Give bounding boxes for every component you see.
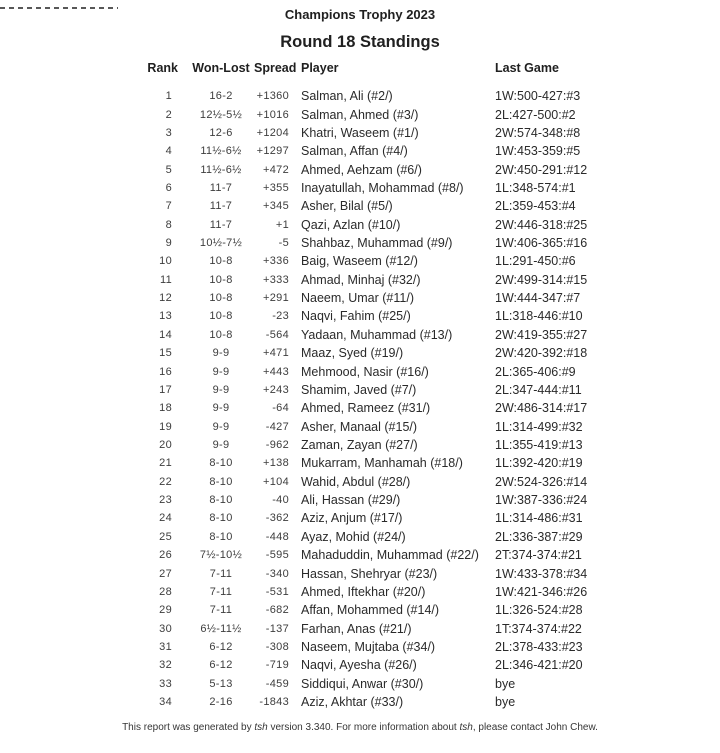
player-cell: Ahmed, Aehzam (#6/) [301,162,422,177]
won-lost-cell: 10½-7½ [199,237,243,250]
table-row [138,87,720,105]
won-lost-cell: 11-7 [209,218,233,231]
won-lost-cell: 11½-6½ [200,163,242,176]
rank-cell: 16 [159,365,172,378]
table-row [138,619,720,637]
won-lost-cell: 7-11 [209,585,233,598]
rank-cell: 3 [165,126,172,139]
won-lost-cell: 10-8 [209,255,233,268]
column-header-last-game: Last Game [495,61,559,75]
table-row [138,142,720,160]
rank-cell: 12 [159,292,172,305]
rank-cell: 25 [159,530,172,543]
spread-cell: +104 [263,475,289,488]
won-lost-cell: 10-8 [209,310,233,323]
last-game-cell: 2W:419-355:#27 [495,327,588,342]
spread-cell: +345 [263,200,289,213]
last-game-cell: 2L:427-500:#2 [495,107,576,122]
won-lost-cell: 6-12 [209,640,233,653]
won-lost-cell: 6-12 [209,659,233,672]
player-cell: Ayaz, Mohid (#24/) [301,529,406,544]
player-cell: Salman, Ali (#2/) [301,89,393,104]
table-row [138,473,720,491]
last-game-cell: 2W:486-314:#17 [495,401,588,416]
column-header-won-lost: Won-Lost [192,61,250,75]
player-cell: Mukarram, Manhamah (#18/) [301,456,463,471]
spread-cell: +243 [263,383,289,396]
column-header-player: Player [301,61,339,75]
player-cell: Ahmed, Rameez (#31/) [301,401,431,416]
clipped-text-artifact [0,7,118,9]
player-cell: Zaman, Zayan (#27/) [301,438,418,452]
spread-cell: -962 [265,439,289,451]
rank-cell: 2 [165,108,172,121]
spread-cell: -362 [265,512,289,525]
won-lost-cell: 10-8 [209,292,233,305]
won-lost-cell: 9-9 [212,439,230,451]
table-row [138,601,720,619]
last-game-cell: 2L:365-406:#9 [495,364,576,379]
rank-cell: 24 [159,512,172,525]
spread-cell: -719 [265,659,289,672]
won-lost-cell: 7-11 [209,604,233,617]
last-game-cell: 2W:446-318:#25 [495,217,588,232]
player-cell: Khatri, Waseem (#1/) [301,125,419,140]
player-cell: Asher, Manaal (#15/) [301,419,418,434]
spread-cell: -531 [265,585,289,598]
won-lost-cell: 16-2 [209,90,233,103]
rank-cell: 9 [165,237,172,250]
won-lost-cell: 12-6 [209,126,233,139]
rank-cell: 20 [159,439,172,451]
report-footer [0,722,720,734]
tsh-tool-name: tsh [254,722,268,734]
rank-cell: 19 [159,420,172,433]
won-lost-cell: 11½-6½ [200,145,242,158]
won-lost-cell: 9-9 [212,383,230,396]
table-row [138,271,720,289]
won-lost-cell: 9-9 [212,420,230,433]
rank-cell: 13 [159,310,172,323]
rank-cell: 18 [159,402,172,415]
player-cell: Naqvi, Fahim (#25/) [301,309,411,324]
spread-cell: +138 [263,457,289,470]
table-row [138,326,720,344]
table-row [138,417,720,435]
spread-cell: -308 [265,640,289,653]
won-lost-cell: 10-8 [209,273,233,286]
table-row [138,675,720,693]
rank-cell: 23 [159,494,172,507]
player-cell: Farhan, Anas (#21/) [301,621,412,636]
rank-cell: 27 [159,567,172,580]
player-cell: Wahid, Abdul (#28/) [301,474,411,489]
spread-cell: +1360 [256,90,289,103]
table-row [138,344,720,362]
table-row [138,289,720,307]
table-row [138,546,720,564]
tournament-title: Champions Trophy 2023 [284,7,436,22]
won-lost-cell: 8-10 [209,530,233,543]
last-game-cell: 2W:574-348:#8 [495,125,581,140]
spread-cell: +472 [263,163,289,176]
won-lost-cell: 6½-11½ [200,622,242,635]
table-row [138,528,720,546]
table-row [138,583,720,601]
last-game-cell: 1L:348-574:#1 [495,180,576,195]
last-game-cell: 1W:421-346:#26 [495,584,588,599]
rank-cell: 30 [159,622,172,635]
table-row [138,454,720,472]
footer-text: version 3.340. For more information about [267,722,460,734]
footer-text: , please contact John Chew. [472,722,598,734]
footer-text: This report was generated by [122,722,255,734]
won-lost-cell: 11-7 [209,181,233,194]
table-row [138,693,720,711]
last-game-cell: 1W:433-378:#34 [495,566,588,581]
column-header-spread: Spread [254,61,297,75]
won-lost-cell: 7-11 [209,567,233,580]
last-game-cell: 2W:524-326:#14 [495,474,588,489]
last-game-cell: 1W:387-336:#24 [495,493,588,508]
won-lost-cell: 7½-10½ [199,549,243,562]
table-body [138,87,720,711]
last-game-cell: 1W:453-359:#5 [495,144,581,159]
won-lost-cell: 9-9 [212,347,230,360]
table-header [138,61,720,87]
spread-cell: +471 [263,347,289,360]
last-game-cell: 1W:406-365:#16 [495,236,588,251]
last-game-cell: 2L:347-444:#11 [495,382,582,397]
spread-cell: -564 [265,328,289,341]
rank-cell: 6 [165,181,172,194]
spread-cell: +1016 [256,108,289,121]
spread-cell: +1 [275,218,289,231]
last-game-cell: 1L:326-524:#28 [495,603,583,618]
player-cell: Ahmad, Minhaj (#32/) [301,272,421,287]
rank-cell: 10 [159,255,172,268]
last-game-cell: 2W:450-291:#12 [495,162,588,177]
last-game-cell: 2W:499-314:#15 [495,272,588,287]
spread-cell: -5 [278,237,289,250]
last-game-cell: bye [495,676,516,691]
player-cell: Qazi, Azlan (#10/) [301,217,401,232]
table-row [138,105,720,123]
table-row [138,564,720,582]
player-cell: Affan, Mohammed (#14/) [301,603,440,618]
rank-cell: 32 [159,659,172,672]
rank-cell: 4 [165,145,172,158]
player-cell: Siddiqui, Anwar (#30/) [301,676,424,691]
spread-cell: +443 [263,365,289,378]
player-cell: Naeem, Umar (#11/) [301,291,414,306]
table-row [138,234,720,252]
won-lost-cell: 8-10 [209,512,233,525]
page-title: Round 18 Standings [280,33,440,51]
last-game-cell: bye [495,695,516,710]
player-cell: Maaz, Syed (#19/) [301,346,404,361]
last-game-cell: 1T:374-374:#22 [495,621,582,636]
rank-cell: 34 [159,696,172,709]
rank-cell: 17 [159,383,172,396]
won-lost-cell: 9-9 [212,402,230,415]
last-game-cell: 2L:378-433:#23 [495,639,583,654]
rank-cell: 7 [165,200,172,213]
rank-cell: 33 [159,677,172,690]
won-lost-cell: 12½-5½ [199,108,243,121]
table-row [138,381,720,399]
rank-cell: 1 [165,90,172,103]
won-lost-cell: 2-16 [209,696,233,709]
rank-cell: 11 [159,273,172,286]
last-game-cell: 1L:355-419:#13 [495,438,583,452]
spread-cell: -448 [265,530,289,543]
table-row [138,216,720,234]
last-game-cell: 1W:500-427:#3 [495,89,581,104]
player-cell: Mahaduddin, Muhammad (#22/) [301,548,479,563]
table-row [138,197,720,215]
rank-cell: 31 [159,640,172,653]
spread-cell: -137 [265,622,289,635]
last-game-cell: 2W:420-392:#18 [495,346,588,361]
last-game-cell: 1W:444-347:#7 [495,291,581,306]
won-lost-cell: 10-8 [209,328,233,341]
spread-cell: +291 [263,292,289,305]
player-cell: Mehmood, Nasir (#16/) [301,364,429,379]
player-cell: Naqvi, Ayesha (#26/) [301,658,417,673]
spread-cell: -427 [265,420,289,433]
table-header-row [138,61,720,87]
player-cell: Ahmed, Iftekhar (#20/) [301,584,426,599]
rank-cell: 28 [159,585,172,598]
last-game-cell: 1L:392-420:#19 [495,456,583,471]
table-row [138,362,720,380]
won-lost-cell: 8-10 [209,494,233,507]
player-cell: Shahbaz, Muhammad (#9/) [301,236,453,251]
won-lost-cell: 8-10 [209,475,233,488]
last-game-cell: 2L:336-387:#29 [495,529,583,544]
table-row [138,160,720,178]
last-game-cell: 2L:346-421:#20 [495,658,583,673]
last-game-cell: 1L:314-499:#32 [495,419,583,434]
player-cell: Naseem, Mujtaba (#34/) [301,639,436,654]
standings-table [138,61,720,711]
column-header-rank: Rank [147,61,178,75]
table-row [138,436,720,454]
spread-cell: +1297 [256,145,289,158]
spread-cell: -23 [272,310,289,323]
rank-cell: 26 [159,549,172,562]
spread-cell: +1204 [256,126,289,139]
tsh-tool-name: tsh [459,722,473,734]
table-row [138,124,720,142]
player-cell: Baig, Waseem (#12/) [301,254,418,269]
player-cell: Aziz, Anjum (#17/) [301,511,403,526]
table-row [138,509,720,527]
table-row [138,491,720,509]
player-cell: Hassan, Shehryar (#23/) [301,566,438,581]
rank-cell: 15 [159,347,172,360]
spread-cell: -40 [272,494,289,507]
won-lost-cell: 5-13 [209,677,233,690]
last-game-cell: 1L:291-450:#6 [495,254,576,269]
table-row [138,252,720,270]
last-game-cell: 1L:314-486:#31 [495,511,583,526]
player-cell: Shamim, Javed (#7/) [301,382,417,397]
spread-cell: +355 [263,181,289,194]
won-lost-cell: 11-7 [209,200,233,213]
table-row [138,307,720,325]
last-game-cell: 1L:318-446:#10 [495,309,583,324]
player-cell: Yadaan, Muhammad (#13/) [301,327,453,342]
last-game-cell: 2L:359-453:#4 [495,199,576,214]
spread-cell: -459 [265,677,289,690]
rank-cell: 22 [159,475,172,488]
rank-cell: 5 [165,163,172,176]
rank-cell: 14 [159,328,172,341]
player-cell: Asher, Bilal (#5/) [301,199,393,214]
spread-cell: -595 [265,549,289,562]
player-cell: Salman, Ahmed (#3/) [301,107,419,122]
player-cell: Ali, Hassan (#29/) [301,493,401,508]
rank-cell: 21 [159,457,172,470]
player-cell: Aziz, Akhtar (#33/) [301,695,404,710]
spread-cell: +336 [263,255,289,268]
spread-cell: -682 [265,604,289,617]
last-game-cell: 2T:374-374:#21 [495,548,582,563]
won-lost-cell: 9-9 [212,365,230,378]
table-row [138,638,720,656]
won-lost-cell: 8-10 [209,457,233,470]
spread-cell: -340 [265,567,289,580]
spread-cell: -1843 [259,696,289,709]
table-row [138,656,720,674]
spread-cell: +333 [263,273,289,286]
rank-cell: 8 [165,218,172,231]
player-cell: Salman, Affan (#4/) [301,144,408,159]
rank-cell: 29 [159,604,172,617]
table-row [138,399,720,417]
spread-cell: -64 [272,402,289,415]
table-row [138,179,720,197]
player-cell: Inayatullah, Mohammad (#8/) [301,180,464,195]
